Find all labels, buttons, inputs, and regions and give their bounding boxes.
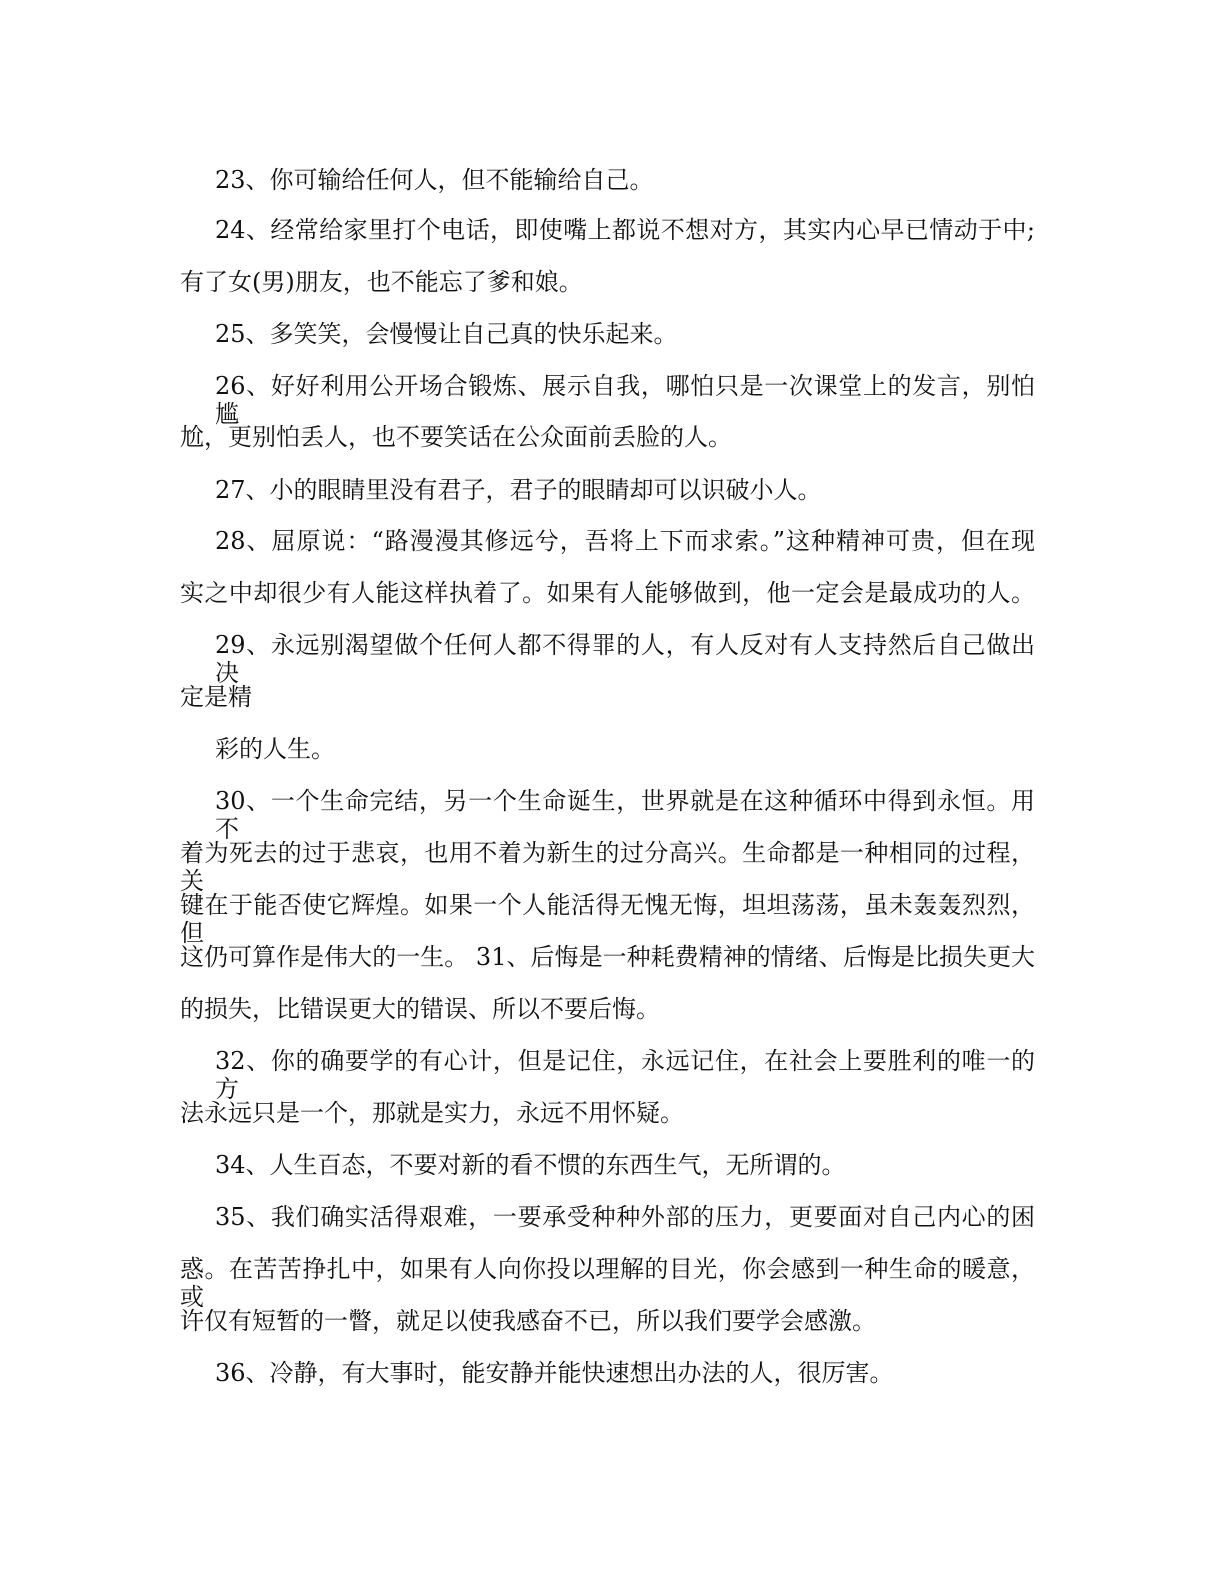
paragraph-35-line-2: 惑。在苦苦挣扎中，如果有人向你投以理解的目光，你会感到一种生命的暖意，或 — [180, 1255, 1035, 1311]
paragraph-24-line-2: 有了女(男)朋友，也不能忘了爹和娘。 — [180, 268, 583, 296]
paragraph-28-line-2: 实之中却很少有人能这样执着了。如果有人能够做到，他一定会是最成功的人。 — [180, 579, 1035, 607]
paragraph-30-line-4: 这仍可算作是伟大的一生。 31、后悔是一种耗费精神的情绪、后悔是比损失更大 — [180, 943, 1035, 971]
paragraph-30-line-1: 30、一个生命完结，另一个生命诞生，世界就是在这种循环中得到永恒。用不 — [215, 787, 1035, 843]
paragraph-35-line-1: 35、我们确实活得艰难，一要承受种种外部的压力，更要面对自己内心的困 — [215, 1203, 1035, 1231]
paragraph-26-line-1: 26、好好利用公开场合锻炼、展示自我，哪怕只是一次课堂上的发言，别怕尴 — [215, 372, 1035, 428]
paragraph-32-line-2: 法永远只是一个，那就是实力，永远不用怀疑。 — [180, 1099, 684, 1127]
paragraph-35-line-3: 许仅有短暂的一瞥，就足以使我感奋不已，所以我们要学会感激。 — [180, 1307, 876, 1335]
paragraph-31-line-2: 的损失，比错误更大的错误、所以不要后悔。 — [180, 995, 660, 1023]
paragraph-34: 34、人生百态，不要对新的看不惯的东西生气，无所谓的。 — [215, 1151, 846, 1179]
paragraph-29-line-3: 彩的人生。 — [215, 735, 335, 763]
paragraph-32-line-1: 32、你的确要学的有心计，但是记住，永远记住，在社会上要胜利的唯一的方 — [215, 1047, 1035, 1103]
paragraph-30-line-2: 着为死去的过于悲哀，也用不着为新生的过分高兴。生命都是一种相同的过程，关 — [180, 839, 1035, 895]
paragraph-29-line-2: 定是精 — [180, 683, 252, 711]
paragraph-23: 23、你可输给任何人，但不能输给自己。 — [215, 166, 654, 194]
paragraph-29-line-1: 29、永远别渴望做个任何人都不得罪的人，有人反对有人支持然后自己做出决 — [215, 631, 1035, 687]
paragraph-27: 27、小的眼睛里没有君子，君子的眼睛却可以识破小人。 — [215, 476, 822, 504]
paragraph-28-line-1: 28、屈原说：“路漫漫其修远兮，吾将上下而求索。”这种精神可贵，但在现 — [215, 527, 1035, 555]
paragraph-26-line-2: 尬，更别怕丢人，也不要笑话在公众面前丢脸的人。 — [180, 423, 732, 451]
paragraph-25: 25、多笑笑，会慢慢让自己真的快乐起来。 — [215, 320, 678, 348]
paragraph-30-line-3: 键在于能否使它辉煌。如果一个人能活得无愧无悔，坦坦荡荡，虽未轰轰烈烈，但 — [180, 891, 1035, 947]
paragraph-24-line-1: 24、经常给家里打个电话，即使嘴上都说不想对方，其实内心早已情动于中; — [215, 216, 1035, 244]
paragraph-36: 36、冷静，有大事时，能安静并能快速想出办法的人，很厉害。 — [215, 1359, 894, 1387]
